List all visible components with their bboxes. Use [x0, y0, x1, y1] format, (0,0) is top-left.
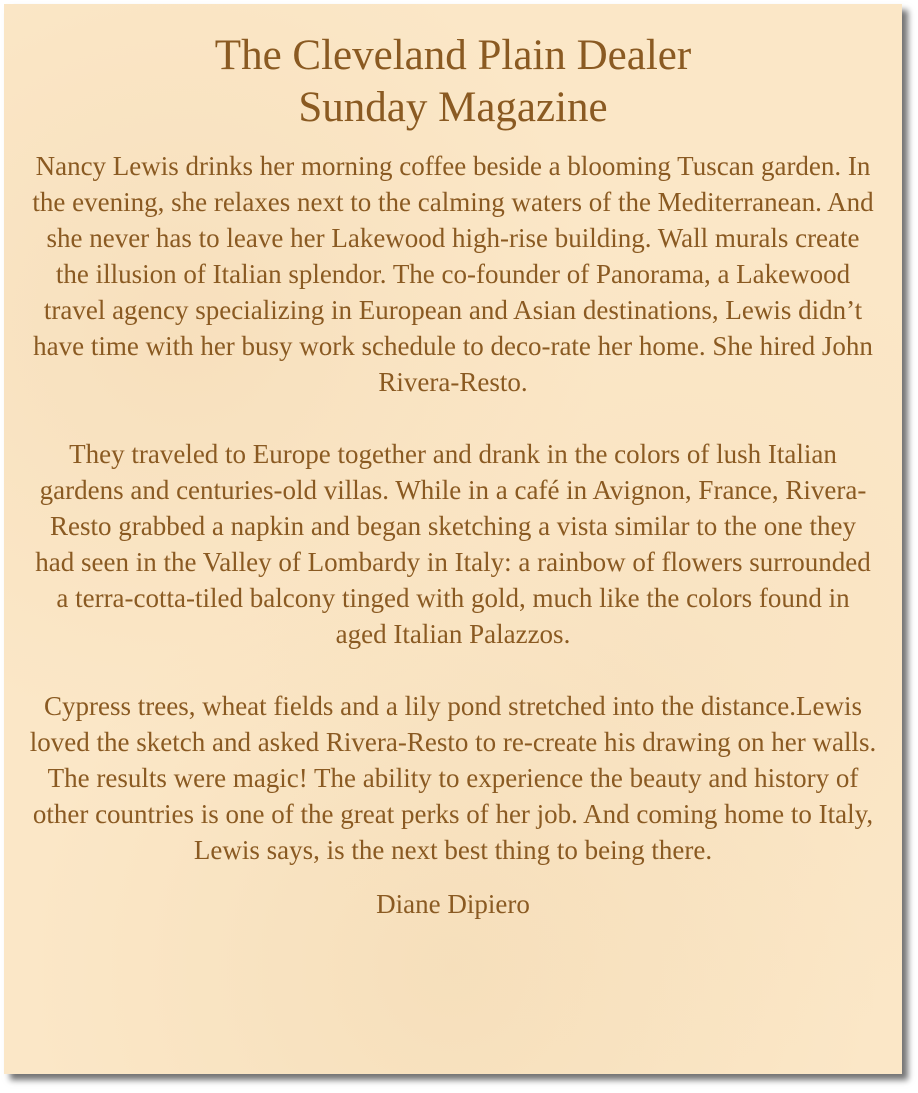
author-signature: Diane Dipiero: [376, 889, 530, 919]
page-title: [4, 4, 902, 134]
title-line-2: Sunday Magazine: [298, 84, 608, 131]
article-card: [4, 4, 902, 1074]
title-line-1: The Cleveland Plain Dealer: [214, 32, 692, 79]
paragraph-1: Nancy Lewis drinks her morning coffee beside a blooming Tuscan garden. In the evening, she relaxes next to the calming waters of the Mediterranean. And she never has to leave her Lakewood high-rise building. Wall murals create the illusion of Italian splendor. The co-founder of Panorama, a Lakewood travel agency specializing in European and Asian destinations, Lewis didn’t have time with her busy work schedule to deco-rate her home. She hired John Rivera-Resto.: [32, 151, 874, 397]
paragraph-2: They traveled to Europe together and drank in the colors of lush Italian gardens and centuries-old villas. While in a café in Avignon, France, Rivera-Resto grabbed a napkin and began sketching a vista similar to the one they had seen in the Valley of Lombardy in Italy: a rainbow of flowers surrounded a terra-cotta-tiled balcony tinged with gold, much like the colors found in aged Italian Palazzos.: [35, 439, 871, 649]
article-body: [28, 148, 878, 868]
paragraph-3: Cypress trees, wheat fields and a lily pond stretched into the distance.Lewis loved the sketch and asked Rivera-Resto to re-create his drawing on her walls. The results were magic! The ability to experience the beauty and history of other countries is one of the great perks of her job. And coming home to Italy, Lewis says, is the next best thing to being there.: [29, 691, 877, 865]
